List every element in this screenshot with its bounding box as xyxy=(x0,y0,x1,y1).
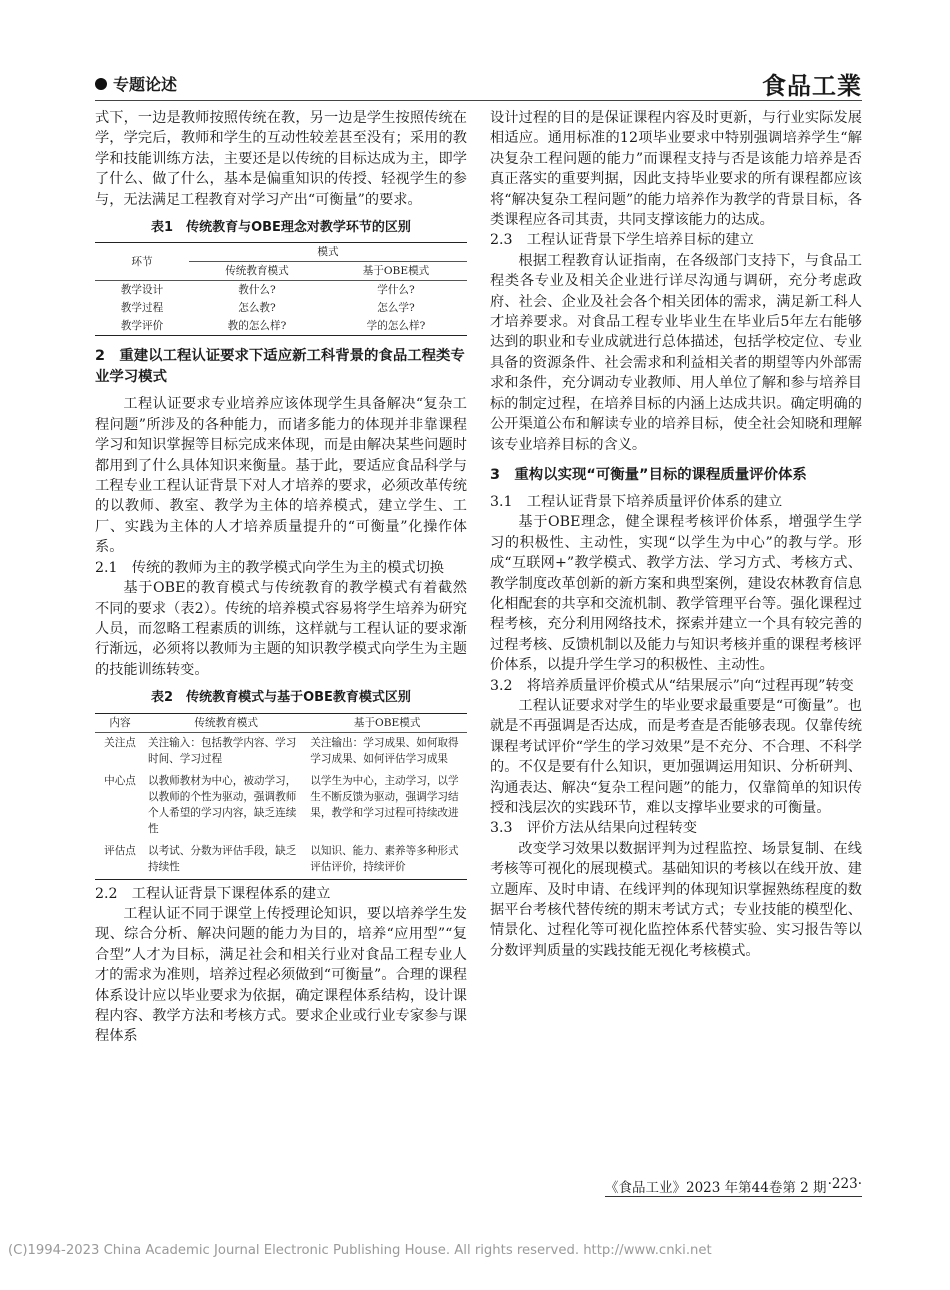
table1-header-obe: 基于OBE模式 xyxy=(325,262,467,281)
page-number: ·223· xyxy=(827,1176,862,1192)
paragraph: 工程认证要求专业培养应该体现学生具备解决“复杂工程问题”所涉及的各种能力，而诸多能力的体现并非靠课程学习和知识掌握等目标完成来体现，而是由解决某些问题时都用到了什么具体知识来衡量。基于此，要适应食品科学与工程专业工程认证背景下对人才培养的要求，必须改革传统的以教师、教室、教学为主体的培养模式，建立学生、工厂、实践为主体的人才培养质量提升的“可衡量”化操作体系。 xyxy=(95,396,467,556)
paragraph: 根据工程教育认证指南，在各级部门支持下，与食品工程类各专业及相关企业进行详尽沟通与调研，充分考虑政府、社会、企业及社会各个相关团体的需求，满足新工科人才培养要求。对食品工程专业毕业生在毕业后5年左右能够达到的职业和专业成就进行总体描述，包括学校定位、专业具备的资源条件、社会需求和利益相关者的期望等内外部需求和条件，充分调动专业教师、用人单位了解和参与培养目标的制定过程，在培养目标的内涵上达成共识。确定明确的公开渠道公布和解读专业的培养目标，使全社会知晓和理解该专业培养目标的含义。 xyxy=(490,252,862,453)
subsection-heading: 3.1 工程认证背景下培养质量评价体系的建立 xyxy=(490,493,783,510)
section-label: 专题论述 xyxy=(113,75,178,94)
table1-header-trad: 传统教育模式 xyxy=(189,262,325,281)
table-row: 评估点 以考试、分数为评估手段，缺乏持续性 以知识、能力、素养等多种形式评估评价，持续评价 xyxy=(104,844,459,873)
table1-header-link: 环节 xyxy=(131,255,153,268)
table-row: 关注点 关注输入：包括教学内容、学习时间、学习过程 关注输出：学习成果、如何取得学习成果、如何评估学习成果 xyxy=(104,736,459,765)
table-row: 教学设计 教什么? 学什么? xyxy=(95,281,467,300)
journal-issue: 《食品工业》2023 年第44卷第 2 期 xyxy=(605,1180,827,1196)
table2-header-trad: 传统教育模式 xyxy=(145,713,307,732)
table1-caption: 表1 传统教育与OBE理念对教学环节的区别 xyxy=(151,220,411,236)
table2-header-obe: 基于OBE模式 xyxy=(307,713,467,732)
table1-header-mode: 模式 xyxy=(317,246,339,259)
paragraph: 设计过程的目的是保证课程内容及时更新，与行业实际发展相适应。通用标准的12项毕业要求中特别强调培养学生“解决复杂工程问题的能力”而课程支持与否是该能力培养是否真正落实的重要判据，因此支持毕业要求的所有课程都应该将“解决复杂工程问题”的能力培养作为教学的背景目标，各类课程应各司其责，共同支撑该能力的达成。 xyxy=(490,110,862,229)
footer-rule xyxy=(605,1196,862,1197)
left-column xyxy=(95,108,467,1047)
subsection-heading: 3.2 将培养质量评价模式从“结果展示”向“过程再现”转变 xyxy=(490,677,854,694)
table2-caption: 表2 传统教育模式与基于OBE教育模式区别 xyxy=(151,690,411,706)
paragraph: 工程认证不同于课堂上传授理论知识，要以培养学生发现、综合分析、解决问题的能力为目的，培养“应用型”“复合型”人才为目标，满足社会和相关行业对食品工程专业人才的需求为准则，培养过程必须做到“可衡量”。合理的课程体系设计应以毕业要求为依据，确定课程体系结构，设计课程内容、教学方法和考核方式。要求企业或行业专家参与课程体系 xyxy=(95,905,467,1045)
copyright-watermark: (C)1994-2023 China Academic Journal Electronic Publishing House. All rights reserved. http://www.cnki.net xyxy=(8,1243,712,1258)
table2-header-content: 内容 xyxy=(95,713,145,732)
subsection-heading: 3.3 评价方法从结果向过程转变 xyxy=(490,820,698,837)
table-row: 教学评价 教的怎么样? 学的怎么样? xyxy=(120,320,426,333)
section-bullet-icon xyxy=(95,78,107,90)
section-heading: 2 重建以工程认证要求下适应新工科背景的食品工程类专业学习模式 xyxy=(95,348,465,386)
section-heading: 3 重构以实现“可衡量”目标的课程质量评价体系 xyxy=(490,466,807,483)
table2 xyxy=(95,713,467,880)
paragraph: 工程认证要求对学生的毕业要求最重要是“可衡量”。也就是不再强调是否达成，而是考查是否能够表现。仅靠传统课程考试评价“学生的学习效果”是不充分、不合理、不科学的。不仅是要有什么知识，更加强调运用知识、分析研判、沟通表达、解决“复杂工程问题”的能力，仅靠简单的知识传授和浅层次的实践环节，难以支撑毕业要求的可衡量。 xyxy=(490,697,862,816)
right-column xyxy=(490,108,862,961)
table-row: 中心点 以教师教材为中心，被动学习，以教师的个性为驱动，强调教师个人希望的学习内容，缺乏连续性 以学生为中心，主动学习，以学生不断反馈为驱动，强调学习结果，教学和学习过程可持续改进 xyxy=(104,774,459,835)
table1 xyxy=(95,242,467,336)
subsection-heading: 2.3 工程认证背景下学生培养目标的建立 xyxy=(490,232,754,249)
paragraph: 基于OBE理念，健全课程考核评价体系，增强学生学习的积极性、主动性，实现“以学生为中心”的教与学。形成“互联网+”教学模式、教学方法、学习方式、考核方式、教学制度改革创新的新方案和典型案例，建设农林教育信息化相配套的共享和交流机制、教学管理平台等。强化课程过程考核，充分利用网络技术，探索并建立一个具有较完善的过程考核、反馈机制以及能力与知识考核并重的课程考核评价体系，以提升学生学习的积极性、主动性。 xyxy=(490,514,862,674)
table-row: 教学过程 怎么教? 怎么学? xyxy=(120,302,415,315)
paragraph: 式下，一边是教师按照传统在教，另一边是学生按照传统在学，学完后，教师和学生的互动性较差甚至没有；采用的教学和技能训练方法，主要还是以传统的目标达成为主，即学了什么、做了什么，基本是偏重知识的传授、轻视学生的参与，无法满足工程教育对学习产出“可衡量”的要求。 xyxy=(95,110,467,208)
subsection-heading: 2.1 传统的教师为主的教学模式向学生为主的模式切换 xyxy=(95,559,444,576)
header-rule xyxy=(95,100,862,101)
subsection-heading: 2.2 工程认证背景下课程体系的建立 xyxy=(95,885,331,902)
paragraph: 基于OBE的教育模式与传统教育的教学模式有着截然不同的要求（表2）。传统的培养模式容易将学生培养为研究人员，而忽略工程素质的训练，这样就与工程认证的要求渐行渐远，必须将以教师为主题的知识教学模式向学生为主题的技能训练转变。 xyxy=(95,580,467,678)
paragraph: 改变学习效果以数据评判为过程监控、场景复制、在线考核等可视化的展现模式。基础知识的考核以在线开放、建立题库、及时申请、在线评判的体现知识掌握熟练程度的数据平台考核代替传统的期末考试方式；专业技能的模型化、情景化、过程化等可视化监控体系代替实验、实习报告等以分数评判质量的实践技能无视化考核模式。 xyxy=(490,840,862,959)
journal-logo: 食品工業 xyxy=(762,71,862,100)
